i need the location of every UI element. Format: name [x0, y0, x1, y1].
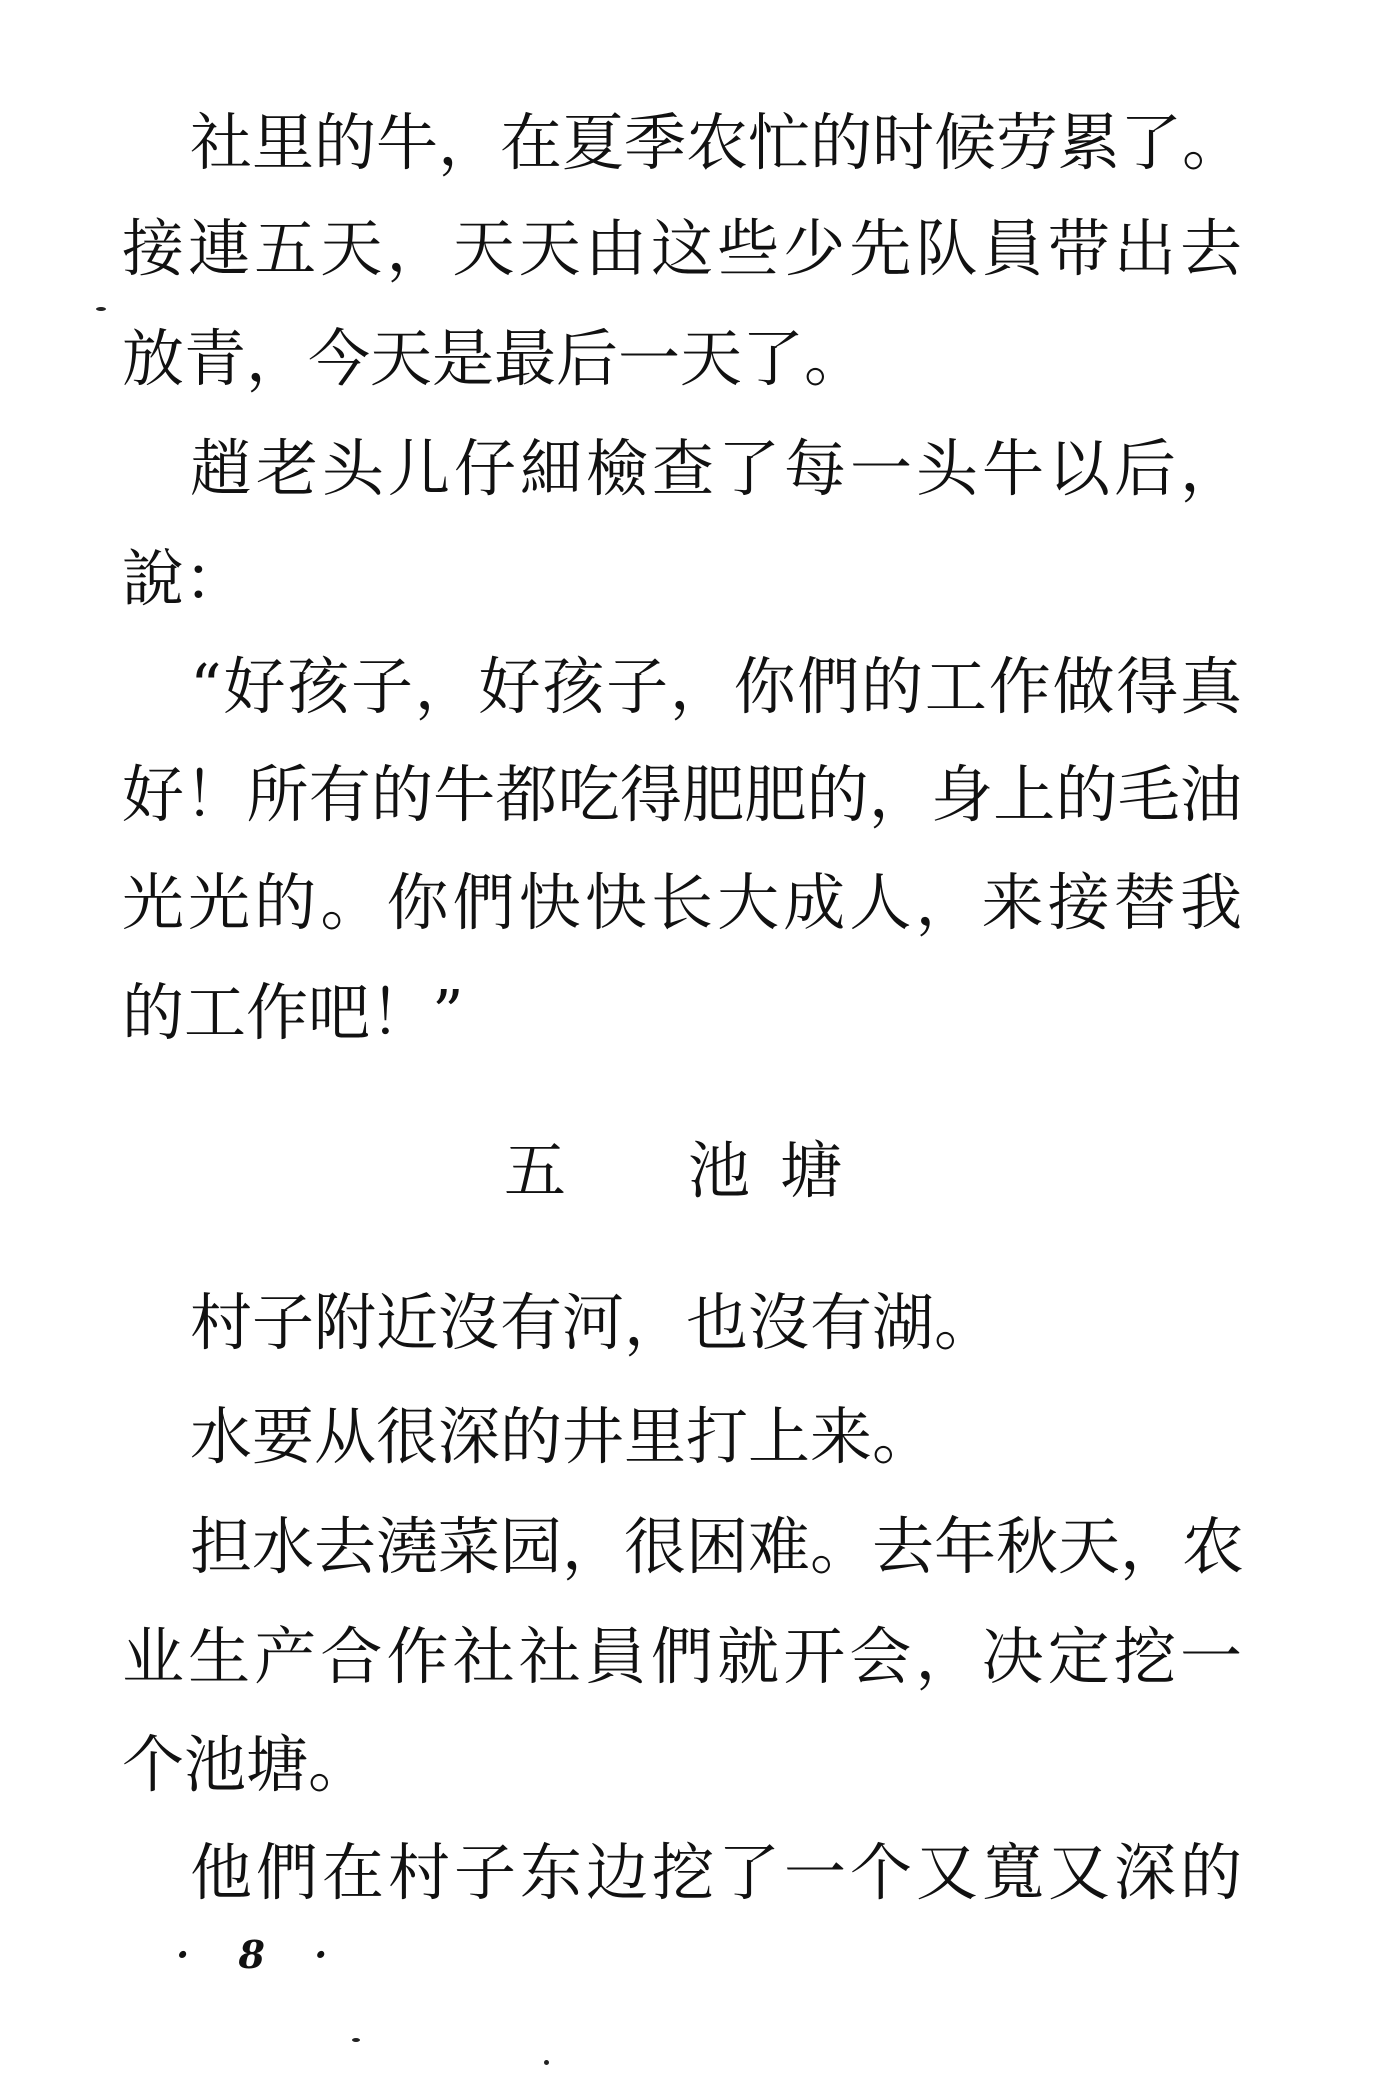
text-line: 說： — [122, 542, 247, 615]
text-line: 业生产合作社社員們就开会，决定挖一 — [122, 1620, 1242, 1693]
page-number: · 8 · — [176, 1932, 346, 1977]
scan-speck — [352, 2038, 360, 2042]
scan-speck — [544, 2060, 549, 2065]
text-line: 光光的。你們快快长大成人，来接替我 — [122, 866, 1242, 939]
text-line: “好孩子，好孩子，你們的工作做得真 — [190, 650, 1242, 723]
text-line: 他們在村子东边挖了一个又寬又深的 — [190, 1836, 1242, 1909]
text-line: 担水去澆菜园，很困难。去年秋天，农 — [190, 1510, 1245, 1583]
text-line: 社里的牛，在夏季农忙的时候劳累了。 — [190, 106, 1245, 179]
section-heading: 五 池塘 — [503, 1134, 872, 1207]
text-line: 水要从很深的井里打上来。 — [190, 1400, 935, 1473]
text-line: 放青，今天是最后一天了。 — [122, 322, 867, 395]
text-line: 个池塘。 — [122, 1728, 371, 1801]
text-line: 村子附近沒有河，也沒有湖。 — [190, 1286, 997, 1359]
text-line: 好！所有的牛都吃得肥肥的，身上的毛油 — [122, 758, 1242, 831]
text-line: 接連五天，天天由这些少先队員带出去 — [122, 212, 1242, 285]
text-line: 趙老头儿仔細檢查了每一头牛以后， — [190, 432, 1242, 505]
text-line: 的工作吧！” — [122, 976, 464, 1049]
scan-speck — [96, 307, 106, 311]
